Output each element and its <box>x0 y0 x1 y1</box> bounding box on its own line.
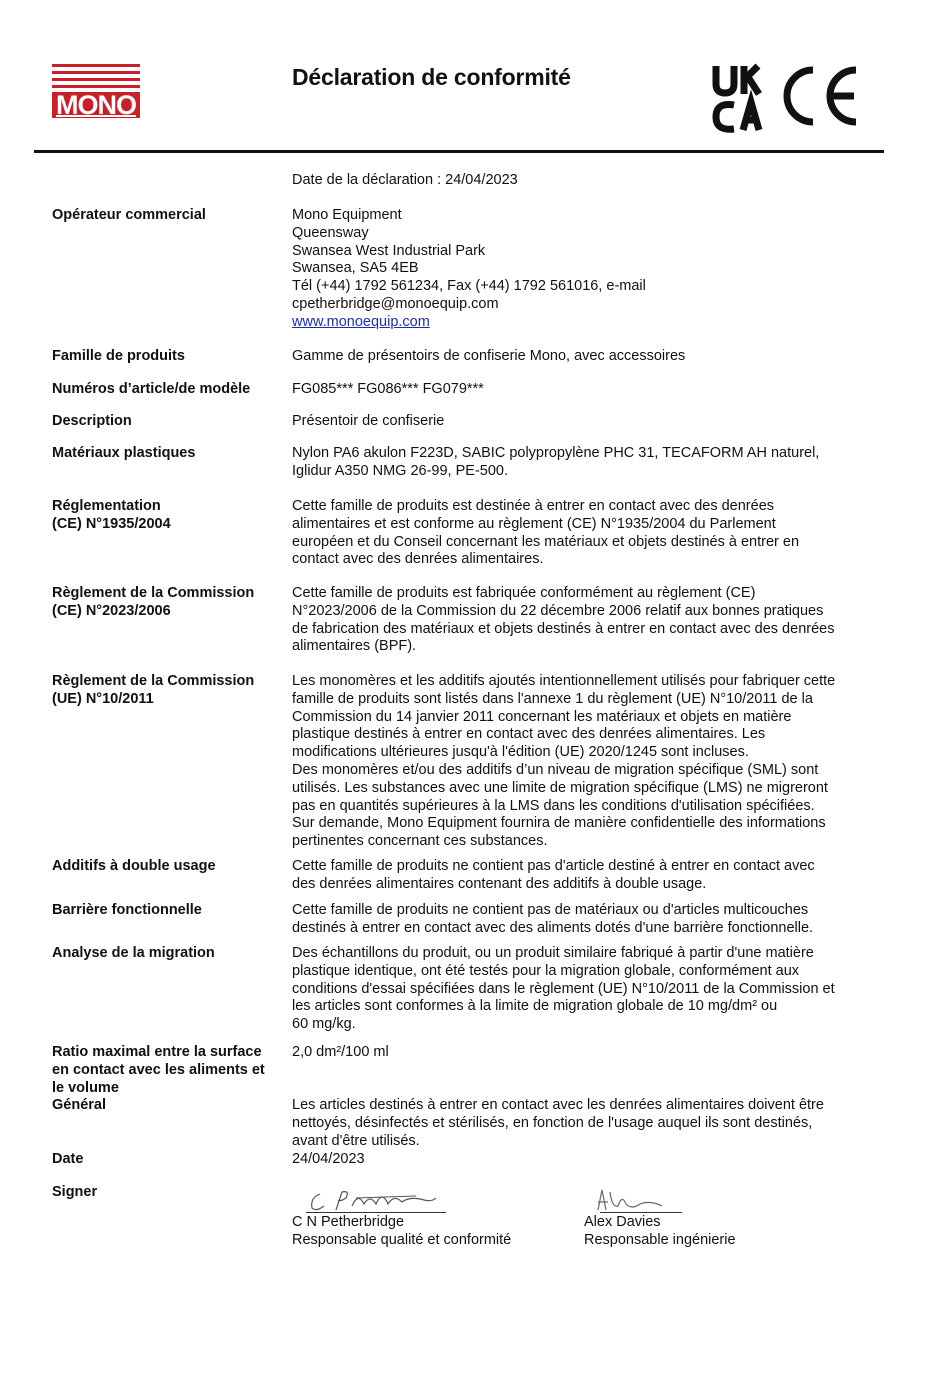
label-materials: Matériaux plastiques <box>52 445 196 461</box>
label-barrier: Barrière fonctionnelle <box>52 902 202 918</box>
label-ratio: Ratio maximal entre la surface en contact avec les aliments et le volume <box>52 1044 265 1096</box>
label-date: Date <box>52 1151 84 1167</box>
ukca-ce-marks <box>710 62 870 134</box>
value-date: 24/04/2023 <box>292 1151 365 1167</box>
value-description: Présentoir de confiserie <box>292 413 445 429</box>
declaration-date: Date de la déclaration : 24/04/2023 <box>292 172 518 188</box>
label-regulation-10: Règlement de la Commission (UE) N°10/2011 <box>52 673 255 707</box>
label-dual-use: Additifs à double usage <box>52 858 216 874</box>
logo-text: MONO <box>52 92 140 118</box>
website-link[interactable]: www.monoequip.com <box>292 313 430 330</box>
label-migration: Analyse de la migration <box>52 945 215 961</box>
label-regulation-2023: Règlement de la Commission (CE) N°2023/2006 <box>52 585 255 619</box>
value-general: Les articles destinés à entrer en contact avec les denrées alimentaires doivent être nettoyés, désinfectés et stérilisés, en fonction de l'usage auquel ils sont destinés, avant d'être utilisés. <box>292 1097 824 1149</box>
label-regulation-ce: Réglementation (CE) N°1935/2004 <box>52 498 171 532</box>
page-title: Déclaration de conformité <box>292 64 571 90</box>
value-operator: Mono Equipment Queensway Swansea West Industrial Park Swansea, SA5 4EB Tél (+44) 1792 561234, Fax (+44) 1792 561016, e-mail cpetherbridge@monoequip.com www.monoequip.com <box>292 207 646 330</box>
value-family: Gamme de présentoirs de confiserie Mono, avec accessoires <box>292 348 686 364</box>
label-article: Numéros d’article/de modèle <box>52 381 251 397</box>
signature-line-2 <box>600 1212 682 1213</box>
value-migration: Des échantillons du produit, ou un produit similaire fabriqué à partir d'une matière plastique identique, ont été testés pour la migration globale, conformément aux conditions d'essai spécifiées dans le règlement (UE) N°10/2011 de la Commission et les articles sont conformes à la limite de migration globale de 10 mg/dm² ou 60 mg/kg. <box>292 945 835 1033</box>
ce-mark <box>787 70 856 122</box>
value-ratio: 2,0 dm²/100 ml <box>292 1044 389 1060</box>
value-regulation-10: Les monomères et les additifs ajoutés intentionnellement utilisés pour fabriquer cette famille de produits sont listés dans l'annexe 1 du règlement (UE) N°10/2011 de la Commission du 14 janvier 2011 concernant les matériaux et objets en matière plastique destinés à entrer en contact avec des denrées alimentaires. Les modifications ultérieures jusqu'à l'édition (UE) 2020/1245 sont incluses. Des monomères et/ou des additifs d’un niveau de migration spécifique (SML) sont utilisés. Les substances avec une limite de migration spécifique (LMS) ne migreront pas en quantités supérieures à la LMS dans les conditions d'utilisation spécifiées. Sur demande, Mono Equipment fournira de manière confidentielle des informations pertinentes concernant ces substances. <box>292 673 836 850</box>
label-operator: Opérateur commercial <box>52 207 206 223</box>
signatory-1 <box>292 1214 511 1250</box>
label-general: Général <box>52 1097 106 1113</box>
label-signer: Signer <box>52 1184 98 1200</box>
value-regulation-2023: Cette famille de produits est fabriquée conformément au règlement (CE) N°2023/2006 de la Commission du 22 décembre 2006 relatif aux bonnes pratiques de fabrication des matériaux et objets destinés à entrer en contact avec des denrées alimentaires (BPF). <box>292 585 835 655</box>
label-family: Famille de produits <box>52 348 185 364</box>
header-divider <box>34 150 884 153</box>
value-article: FG085*** FG086*** FG079*** <box>292 381 484 397</box>
ukca-mark <box>716 66 759 130</box>
label-description: Description <box>52 413 132 429</box>
signature-line-1 <box>306 1212 446 1213</box>
mono-logo <box>52 64 142 132</box>
signatory-2 <box>584 1214 736 1250</box>
signatory-1-role: Responsable qualité et conformité <box>292 1231 512 1248</box>
value-materials: Nylon PA6 akulon F223D, SABIC polypropylène PHC 31, TECAFORM AH naturel, Iglidur A350 NMG 26-99, PE-500. <box>292 445 820 479</box>
value-dual-use: Cette famille de produits ne contient pas d'article destiné à entrer en contact avec des denrées alimentaires contenant des additifs à double usage. <box>292 858 815 892</box>
value-barrier: Cette famille de produits ne contient pas de matériaux ou d'articles multicouches destinés à entrer en contact avec des aliments dotés d'une barrière fonctionnelle. <box>292 902 814 936</box>
signature-davies <box>592 1186 682 1214</box>
signatory-1-name: C N Petherbridge <box>292 1214 405 1230</box>
signatory-2-name: Alex Davies <box>584 1214 661 1230</box>
signatory-2-role: Responsable ingénierie <box>584 1231 736 1248</box>
value-regulation-ce: Cette famille de produits est destinée à entrer en contact avec des denrées alimentaires et est conforme au règlement (CE) N°1935/2004 du Parlement européen et du Conseil concernant les matériaux et objets destinés à entrer en contact avec des denrées alimentaires. <box>292 498 800 568</box>
